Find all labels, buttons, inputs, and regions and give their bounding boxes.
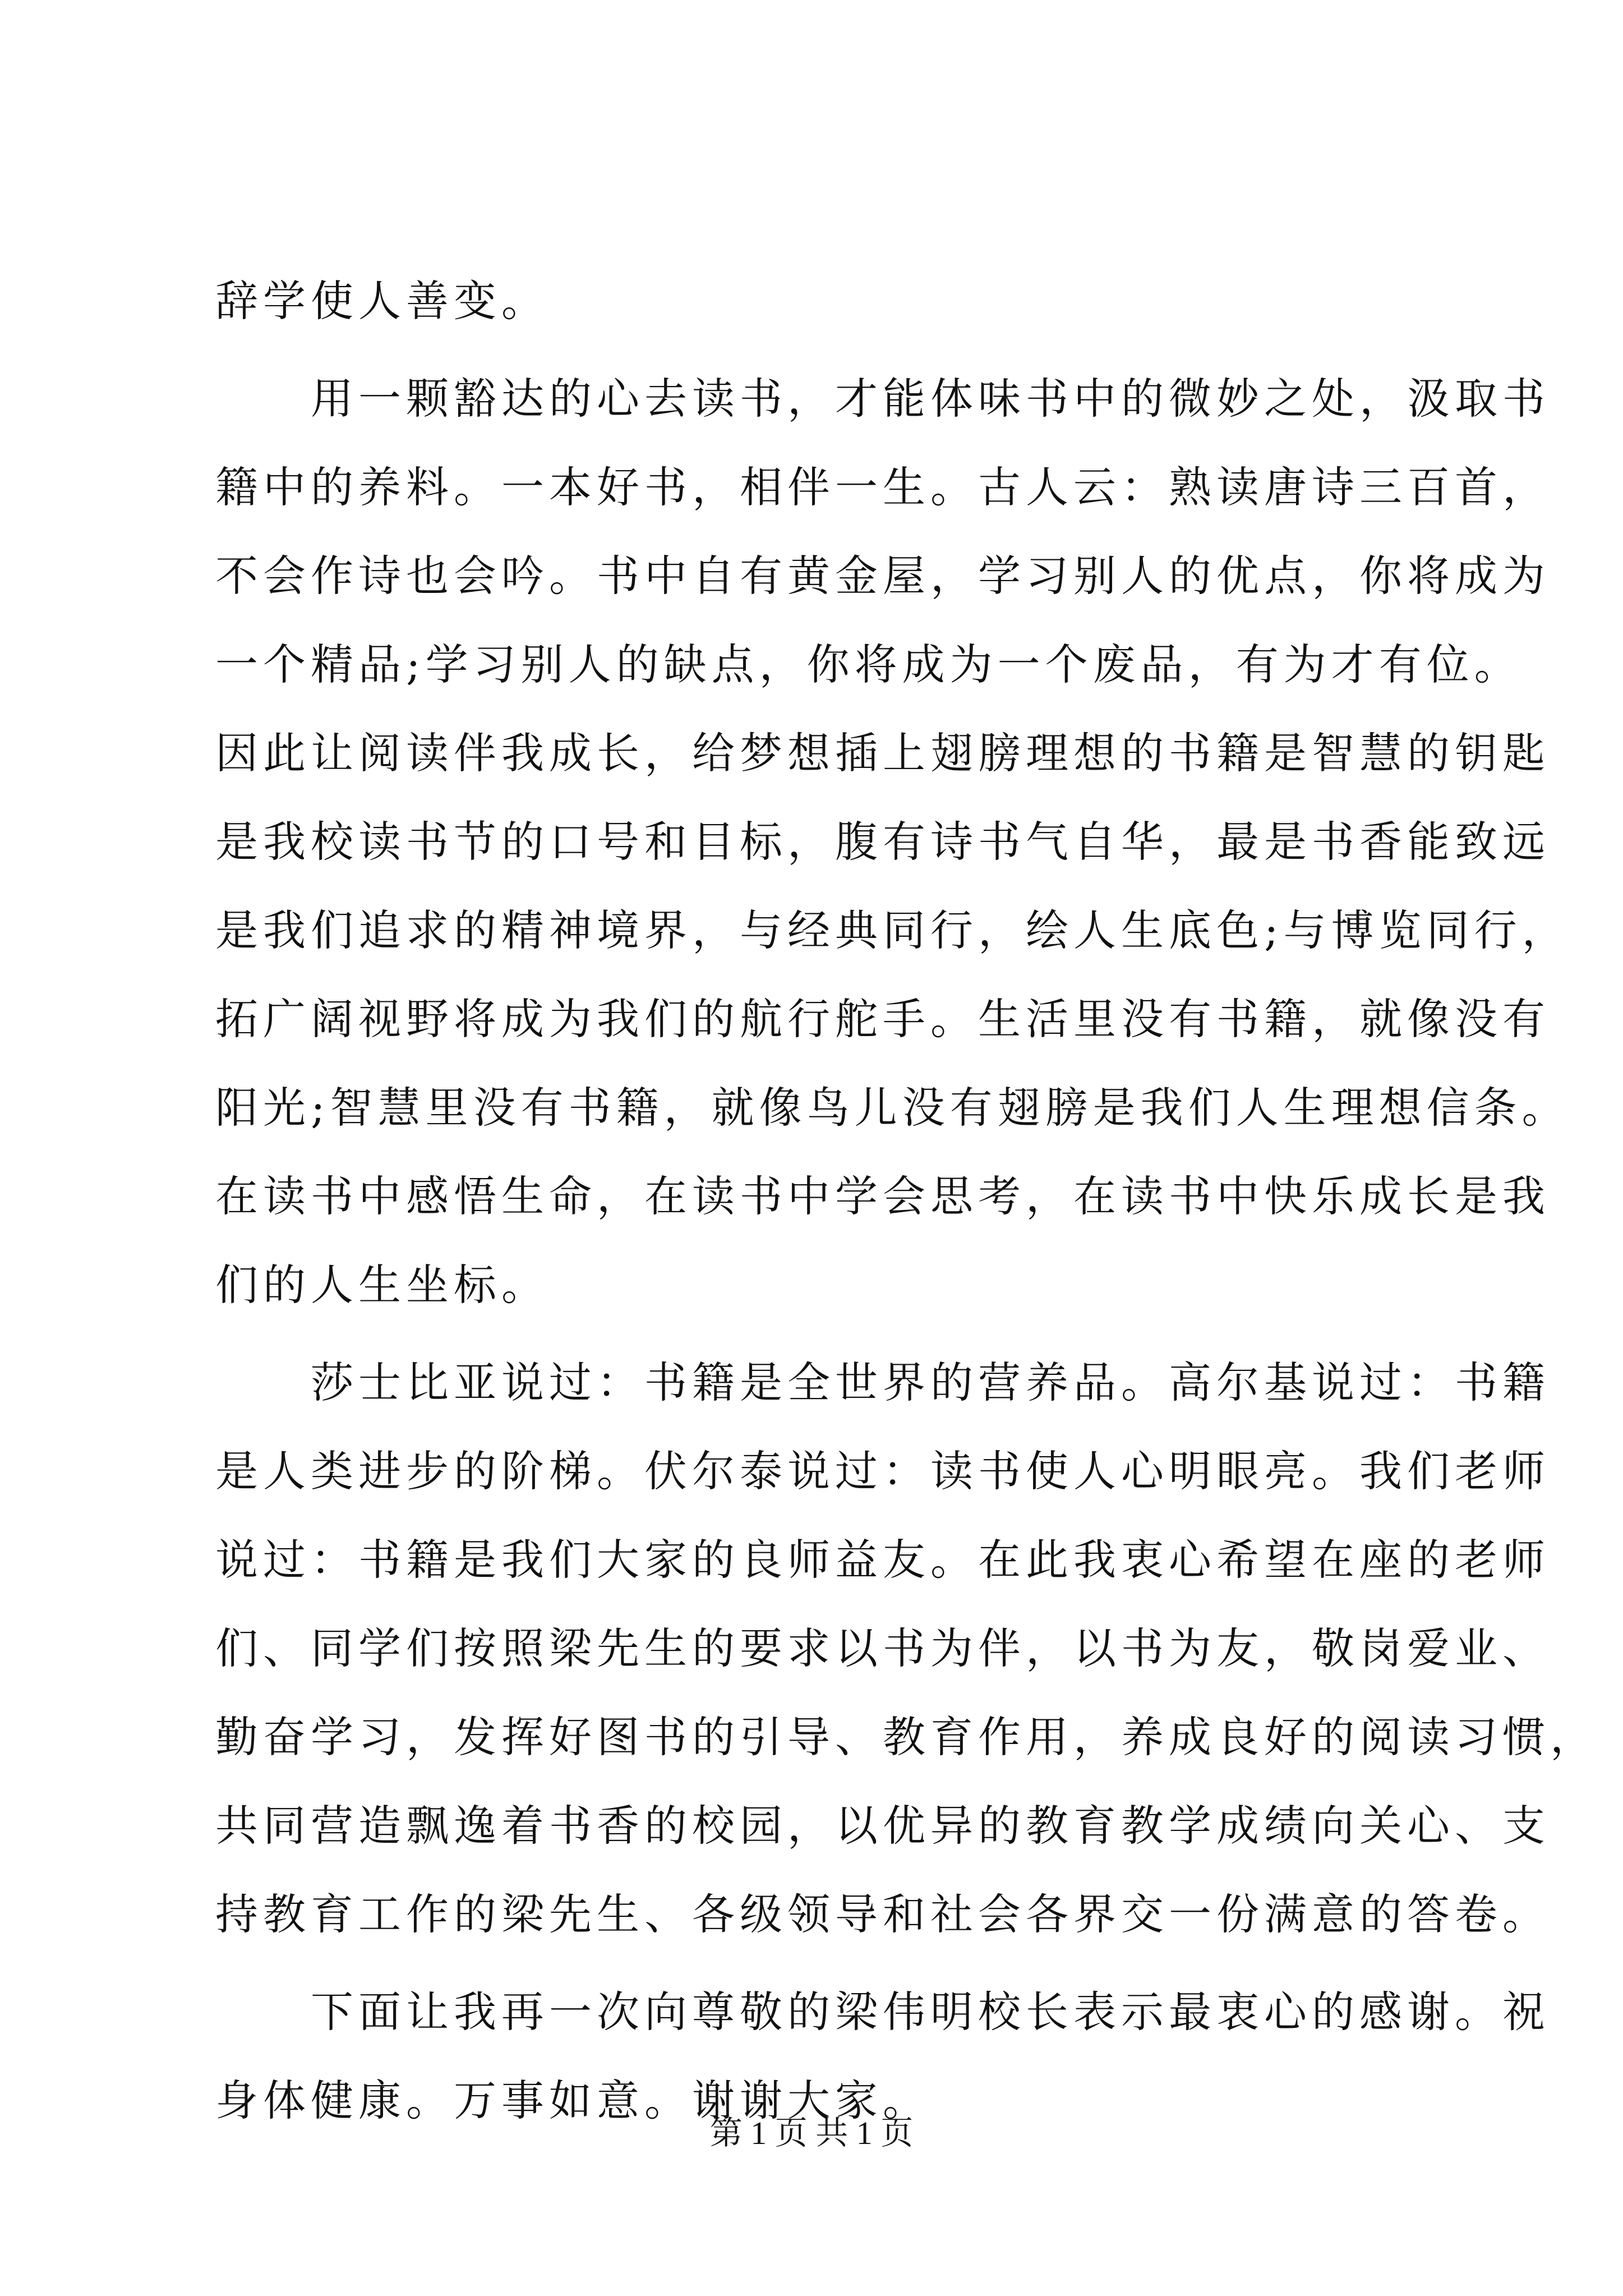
paragraph-gap bbox=[215, 1959, 1421, 1968]
text-line: 莎士比亚说过：书籍是全世界的营养品。高尔基说过：书籍 bbox=[311, 1358, 1550, 1407]
paragraph-gap bbox=[215, 1329, 1421, 1338]
document-body bbox=[215, 257, 1598, 2145]
text-line: 辞学使人善变。 bbox=[215, 276, 549, 326]
text-line: 们的人生坐标。 bbox=[215, 1260, 549, 1310]
text-line: 勤奋学习，发挥好图书的引导、教育作用，养成良好的阅读习惯， bbox=[215, 1712, 1598, 1762]
text-line: 共同营造飘逸着书香的校园，以优异的教育教学成绩向关心、支 bbox=[215, 1801, 1550, 1851]
text-line: 拓广阔视野将成为我们的航行舵手。生活里没有书籍，就像没有 bbox=[215, 994, 1550, 1044]
text-line: 持教育工作的梁先生、各级领导和社会各界交一份满意的答卷。 bbox=[215, 1889, 1550, 1939]
paragraph-gap bbox=[215, 346, 1421, 355]
text-line: 在读书中感悟生命，在读书中学会思考，在读书中快乐成长是我 bbox=[215, 1171, 1550, 1221]
text-line: 阳光;智慧里没有书籍，就像鸟儿没有翅膀是我们人生理想信条。 bbox=[215, 1083, 1570, 1133]
text-line: 不会作诗也会吟。书中自有黄金屋，学习别人的优点，你将成为 bbox=[215, 551, 1550, 601]
page-footer: 第 1 页 共 1 页 bbox=[709, 2115, 914, 2151]
text-line: 因此让阅读伴我成长，给梦想插上翅膀理想的书籍是智慧的钥匙 bbox=[215, 728, 1550, 778]
text-line: 是我们追求的精神境界，与经典同行，绘人生底色;与博览同行， bbox=[215, 905, 1570, 955]
text-line: 用一颗豁达的心去读书，才能体味书中的微妙之处，汲取书 bbox=[311, 374, 1550, 424]
text-line: 是人类进步的阶梯。伏尔泰说过：读书使人心明眼亮。我们老师 bbox=[215, 1446, 1550, 1496]
text-line: 籍中的养料。一本好书，相伴一生。古人云：熟读唐诗三百首， bbox=[215, 462, 1550, 512]
text-line: 是我校读书节的口号和目标，腹有诗书气自华，最是书香能致远 bbox=[215, 817, 1550, 867]
text-line: 们、同学们按照梁先生的要求以书为伴，以书为友，敬岗爱业、 bbox=[215, 1623, 1550, 1673]
text-line: 下面让我再一次向尊敬的梁伟明校长表示最衷心的感谢。祝 bbox=[311, 1987, 1550, 2037]
text-line: 身体健康。万事如意。谢谢大家。 bbox=[215, 2076, 930, 2125]
text-line: 一个精品;学习别人的缺点，你将成为一个废品，有为才有位。 bbox=[215, 639, 1522, 689]
text-line: 说过：书籍是我们大家的良师益友。在此我衷心希望在座的老师 bbox=[215, 1535, 1550, 1585]
